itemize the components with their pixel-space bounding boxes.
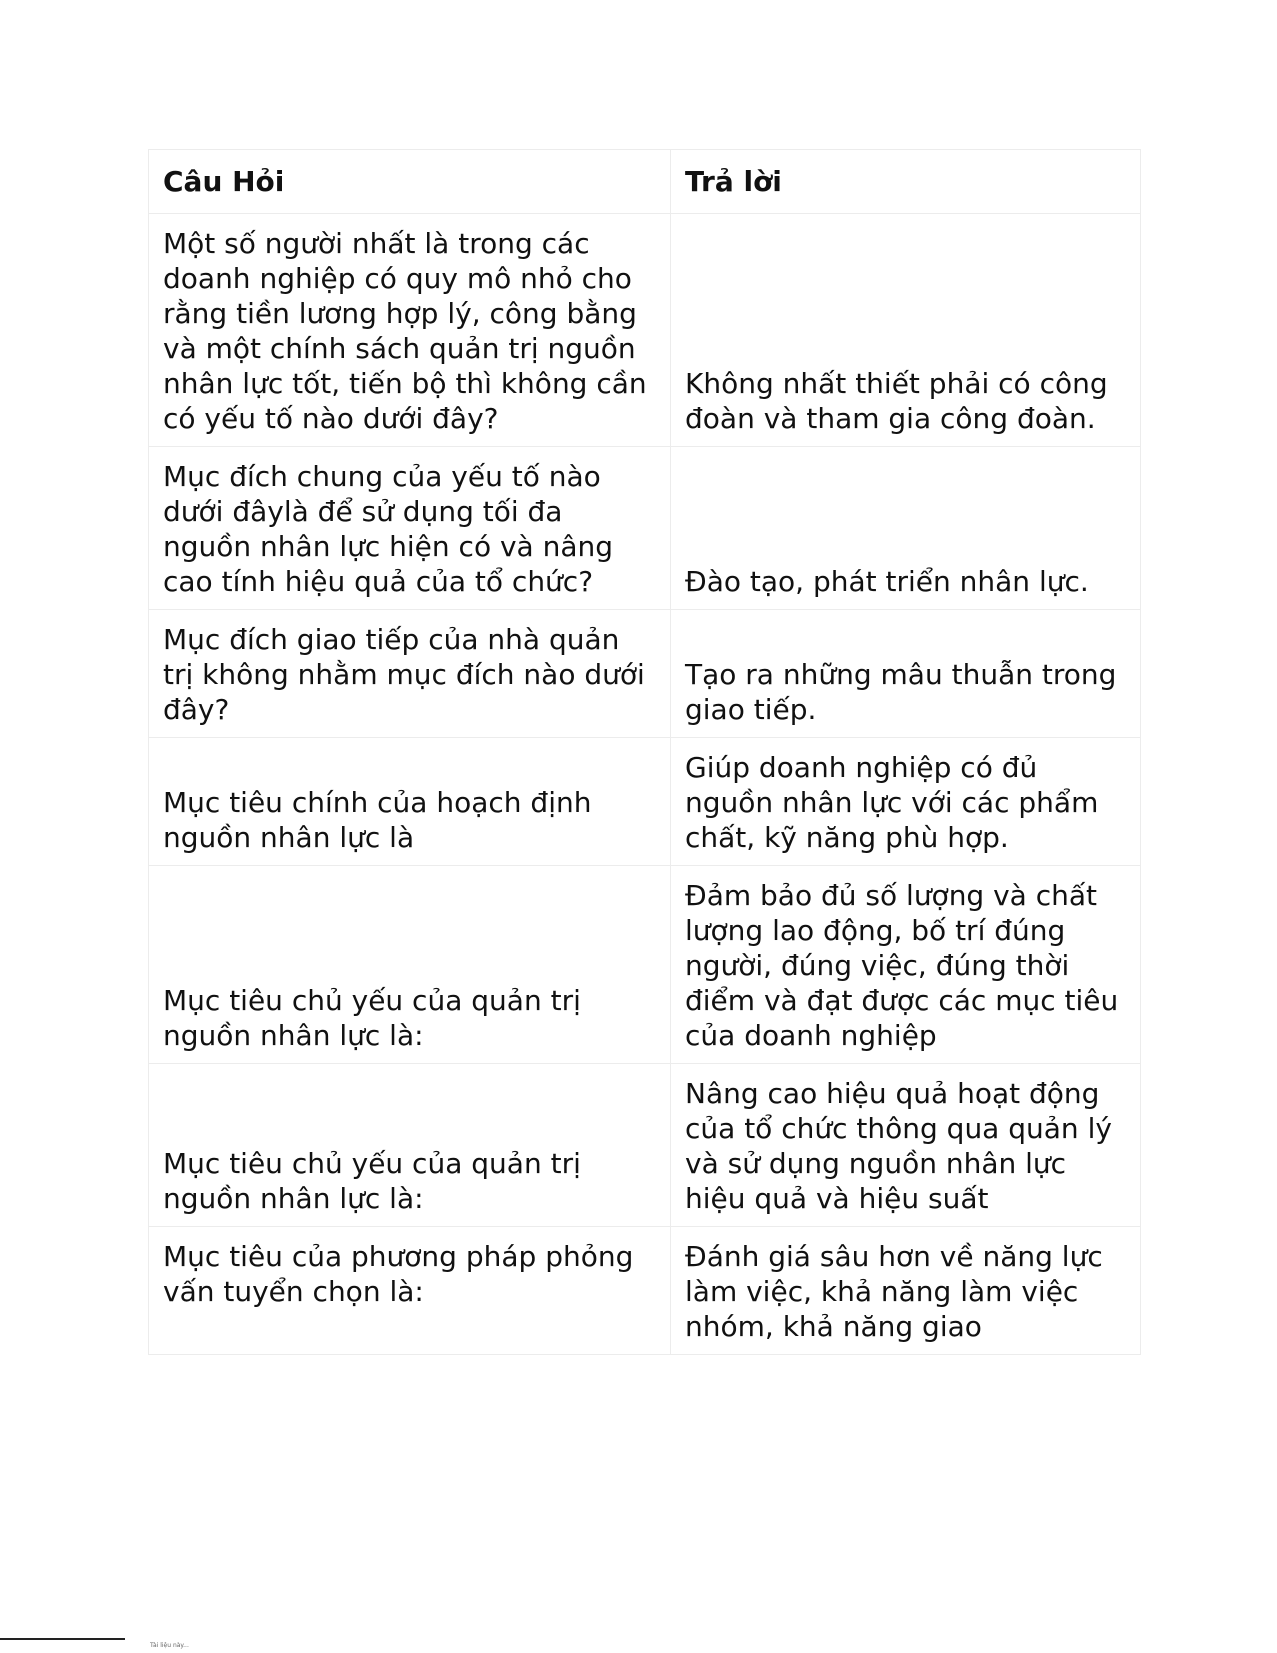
answer-cell: Đảm bảo đủ số lượng và chất lượng lao động, bố trí đúng người, đúng việc, đúng thời điểm và đạt được các mục tiêu của doanh nghiệp	[671, 866, 1141, 1064]
table-row	[149, 866, 1141, 1064]
table-row	[149, 738, 1141, 866]
answer-cell: Nâng cao hiệu quả hoạt động của tổ chức thông qua quản lý và sử dụng nguồn nhân lực hiệu quả và hiệu suất	[671, 1064, 1141, 1227]
table-header-row	[149, 150, 1141, 214]
question-cell: Mục tiêu của phương pháp phỏng vấn tuyển chọn là:	[149, 1227, 671, 1355]
question-cell: Mục đích chung của yếu tố nào dưới đâylà để sử dụng tối đa nguồn nhân lực hiện có và nâng cao tính hiệu quả của tổ chức?	[149, 447, 671, 610]
answer-column-header: Trả lời	[671, 150, 1141, 214]
question-cell: Mục tiêu chính của hoạch định nguồn nhân lực là	[149, 738, 671, 866]
question-cell: Mục đích giao tiếp của nhà quản trị không nhằm mục đích nào dưới đây?	[149, 610, 671, 738]
question-column-header: Câu Hỏi	[149, 150, 671, 214]
table-row	[149, 1064, 1141, 1227]
footer-rule	[0, 1638, 125, 1640]
question-cell: Mục tiêu chủ yếu của quản trị nguồn nhân lực là:	[149, 1064, 671, 1227]
answer-cell: Đào tạo, phát triển nhân lực.	[671, 447, 1141, 610]
table-row	[149, 214, 1141, 447]
answer-cell: Tạo ra những mâu thuẫn trong giao tiếp.	[671, 610, 1141, 738]
table-row	[149, 447, 1141, 610]
answer-cell: Đánh giá sâu hơn về năng lực làm việc, khả năng làm việc nhóm, khả năng giao	[671, 1227, 1141, 1355]
answer-cell: Giúp doanh nghiệp có đủ nguồn nhân lực với các phẩm chất, kỹ năng phù hợp.	[671, 738, 1141, 866]
table-row	[149, 610, 1141, 738]
question-cell: Một số người nhất là trong các doanh nghiệp có quy mô nhỏ cho rằng tiền lương hợp lý, công bằng và một chính sách quản trị nguồn nhân lực tốt, tiến bộ thì không cần có yếu tố nào dưới đây?	[149, 214, 671, 447]
question-cell: Mục tiêu chủ yếu của quản trị nguồn nhân lực là:	[149, 866, 671, 1064]
qa-table	[148, 149, 1141, 1355]
table-row	[149, 1227, 1141, 1355]
footer-note: Tài liệu này...	[150, 1642, 189, 1649]
answer-cell: Không nhất thiết phải có công đoàn và tham gia công đoàn.	[671, 214, 1141, 447]
